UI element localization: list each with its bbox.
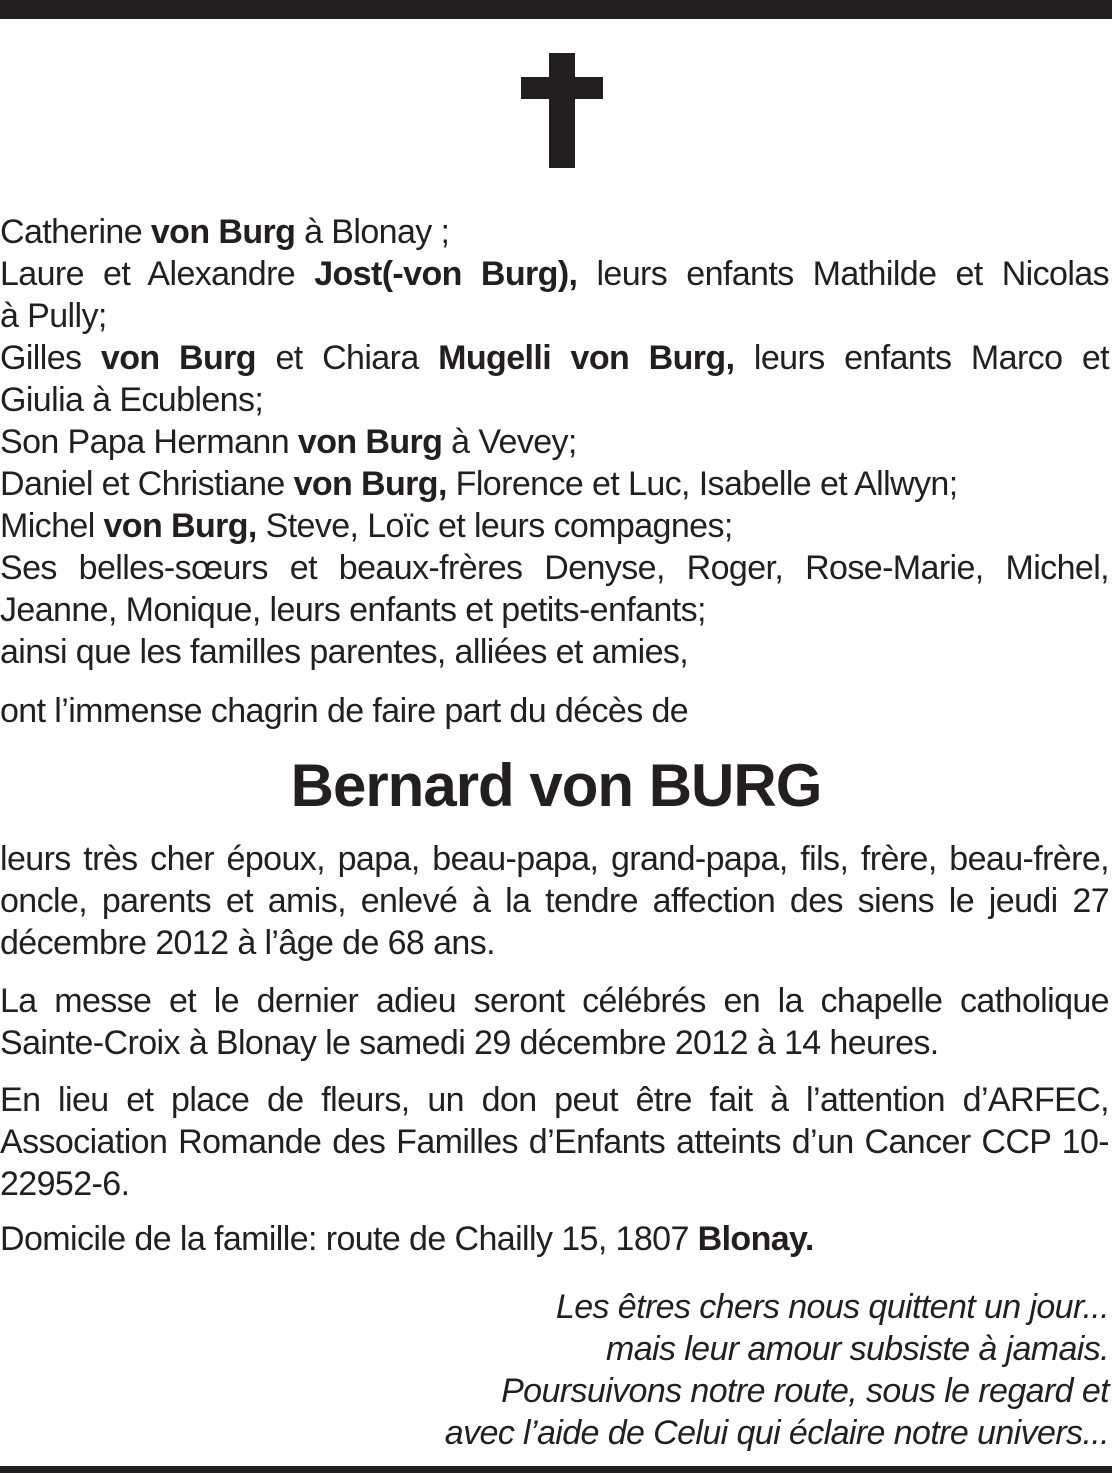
poem-line: Poursuivons notre route, sous le regard et — [501, 1372, 1109, 1410]
family-line: Daniel et Christiane von Burg, Florence et Luc, Isabelle et Allwyn; — [0, 465, 958, 503]
family-line: Jeanne, Monique, leurs enfants et petits-enfants; — [0, 591, 706, 629]
family-line: Giulia à Ecublens; — [0, 381, 264, 419]
cross-icon — [521, 53, 603, 168]
donation-paragraph: En lieu et place de fleurs, un don peut être fait à l’attention d’ARFEC, Association Romande des Familles d’Enfants atteints d’un Cancer CCP 10-22952-6. — [0, 1081, 1109, 1203]
family-surname: von Burg, — [293, 465, 447, 503]
domicile-place: Blonay. — [697, 1220, 814, 1258]
family-line: ainsi que les familles parentes, alliées et amies, — [0, 633, 689, 671]
family-surname: von Burg — [150, 213, 296, 251]
announcement-text: ont l’immense chagrin de faire part du décès de — [0, 692, 689, 730]
family-surname: von Burg — [100, 339, 256, 377]
family-surname: Jost(-von Burg), — [314, 255, 578, 293]
ceremony-paragraph: La messe et le dernier adieu seront célébrés en la chapelle catholique Sainte-Croix à Blonay le samedi 29 décembre 2012 à 14 heures. — [0, 982, 1109, 1062]
family-surname: von Burg — [297, 423, 443, 461]
family-line: Gilles von Burg et Chiara Mugelli von Burg, leurs enfants Marco et — [0, 339, 1110, 377]
family-surname: Mugelli von Burg, — [438, 339, 735, 377]
poem — [445, 1286, 1109, 1454]
top-rule — [0, 0, 1112, 19]
family-surname: von Burg, — [103, 507, 257, 545]
family-line: Laure et Alexandre Jost(-von Burg), leurs enfants Mathilde et Nicolas — [0, 255, 1110, 293]
bottom-rule — [0, 1466, 1112, 1473]
family-line: Catherine von Burg à Blonay ; — [0, 213, 450, 251]
deceased-name: Bernard von BURG — [290, 752, 822, 819]
poem-line: mais leur amour subsiste à jamais. — [605, 1330, 1109, 1368]
relation-paragraph: leurs très cher époux, papa, beau-papa, grand-papa, fils, frère, beau-frère, oncle, parents et amis, enlevé à la tendre affection des siens le jeudi 27 décembre 2012 à l’âge de 68 ans. — [0, 840, 1109, 962]
domicile-line — [0, 1218, 1109, 1260]
family-line: Ses belles-sœurs et beaux-frères Denyse, Roger, Rose-Marie, Michel, — [0, 549, 1109, 587]
family-line: Michel von Burg, Steve, Loïc et leurs compagnes; — [0, 507, 733, 545]
family-list — [0, 211, 1109, 673]
domicile-prefix: Domicile de la famille: route de Chailly 15, 1807 — [0, 1220, 698, 1258]
poem-line: Les êtres chers nous quittent un jour... — [555, 1288, 1109, 1326]
poem-line: avec l’aide de Celui qui éclaire notre univers... — [444, 1414, 1109, 1452]
family-line: à Pully; — [0, 297, 107, 335]
family-line: Son Papa Hermann von Burg à Vevey; — [0, 423, 577, 461]
